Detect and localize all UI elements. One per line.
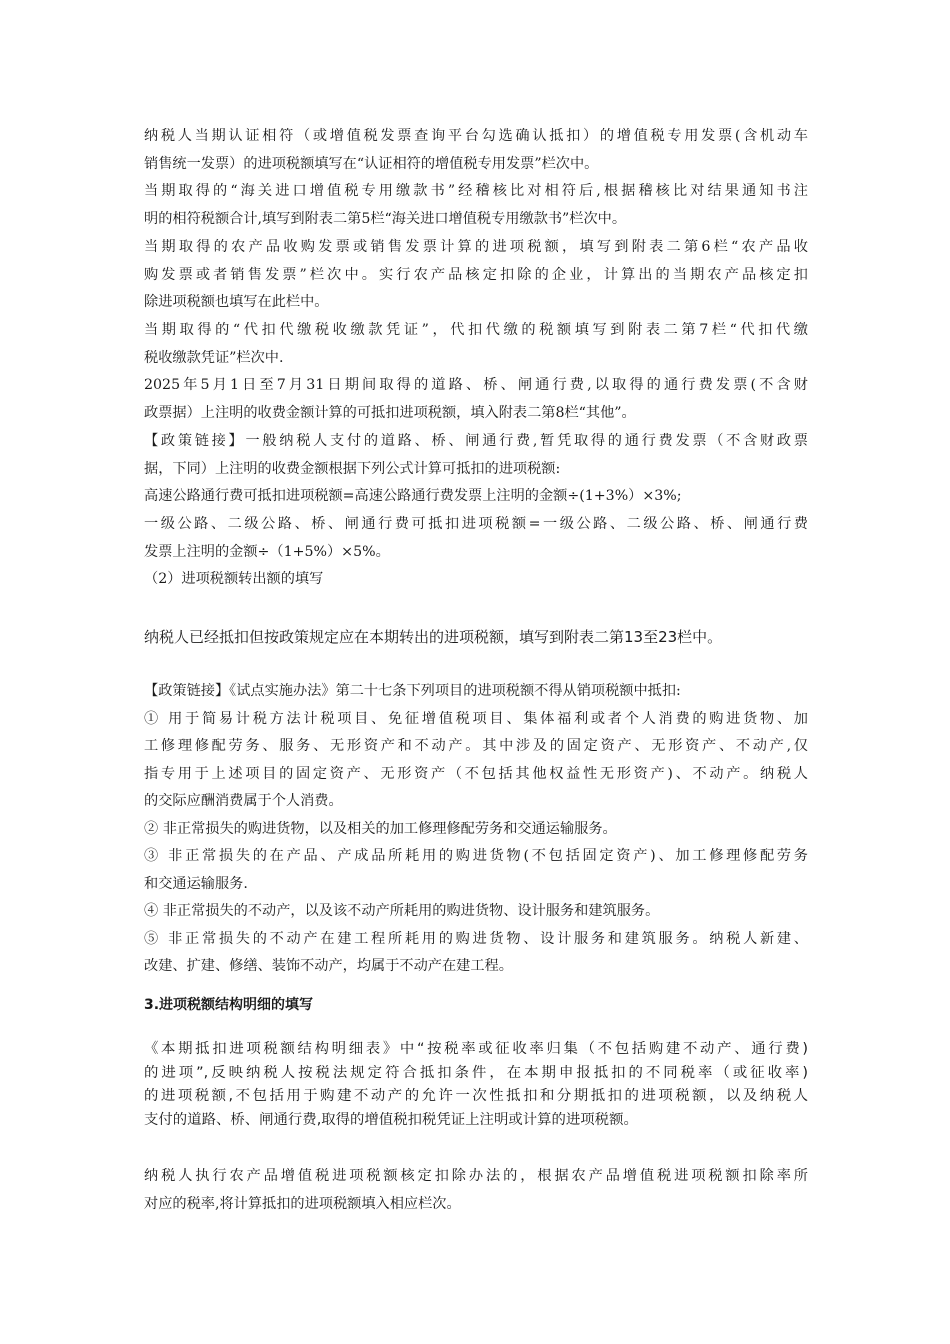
text-line: 高速公路通行费可抵扣进项税额=高速公路通行费发票上注明的金额÷(1+3%）×3%;: [144, 488, 682, 504]
text-line: ② 非正常损失的购进货物，以及相关的加工修理修配劳务和交通运输服务。: [144, 820, 617, 837]
heading-text: 3.进项税额结构明细的填写: [144, 997, 314, 1013]
paragraph-policy-link-article27: [144, 678, 808, 981]
text-line: ③ 非正常损失的在产品、产成品所耗用的购进货物(不包括固定资产)、加工修理修配劳务: [144, 848, 808, 864]
paragraph-special-invoice: [144, 123, 808, 178]
text-line: 【政策链接】一般纳税人支付的道路、桥、闸通行费,暂凭取得的通行费发票（不含财政票: [144, 433, 808, 449]
subheading-input-tax-transfer: [144, 566, 808, 594]
text-line: 明的相符税额合计,填写到附表二第5栏“海关进口增值税专用缴款书”栏次中。: [144, 210, 627, 227]
formula-expressway: [144, 483, 808, 511]
text-line: 2025年5月1日至7月31日期间取得的道路、桥、闸通行费,以取得的通行费发票(不含财: [144, 377, 808, 393]
text-line: 《本期抵扣进项税额结构明细表》中“按税率或征收率归集（不包括购建不动产、通行费): [144, 1041, 808, 1057]
text-line: 工修理修配劳务、服务、无形资产和不动产。其中涉及的固定资产、无形资产、不动产,仅: [144, 738, 808, 754]
text-line: 的进项”,反映纳税人按税法规定符合抵扣条件，在本期申报抵扣的不同税率（或征收率): [144, 1064, 808, 1081]
text-line: （2）进项税额转出额的填写: [144, 571, 324, 587]
paragraph-agricultural-invoice: [144, 234, 808, 317]
text-line: 当期取得的“海关进口增值税专用缴款书”经稽核比对相符后,根据稽核比对结果通知书注: [144, 183, 808, 199]
text-line: 对应的税率,将计算抵扣的进项税额填入相应栏次。: [144, 1195, 461, 1212]
text-line: 税收缴款凭证”栏次中.: [144, 349, 284, 366]
text-line: ① 用于简易计税方法计税项目、免征增值税项目、集体福利或者个人消费的购进货物、加: [144, 710, 808, 727]
text-line: 销售统一发票）的进项税额填写在“认证相符的增值税专用发票”栏次中。: [144, 155, 599, 172]
text-line: 当期取得的农产品收购发票或销售发票计算的进项税额，填写到附表二第6栏“农产品收: [144, 239, 808, 255]
text-line: 据，下同）上注明的收费金额根据下列公式计算可抵扣的进项税额:: [144, 460, 561, 477]
text-line: 支付的道路、桥、闸通行费,取得的增值税扣税凭证上注明或计算的进项税额。: [144, 1111, 638, 1128]
text-line: 纳税人已经抵扣但按政策规定应在本期转出的进项税额，填写到附表二第13至23栏中。: [144, 628, 723, 646]
paragraph-structure-table: [144, 1038, 808, 1132]
section-heading: [144, 993, 808, 1017]
text-line: 和交通运输服务.: [144, 875, 248, 892]
text-line: ④ 非正常损失的不动产，以及该不动产所耗用的购进货物、设计服务和建筑服务。: [144, 903, 660, 919]
text-line: ⑤ 非正常损失的不动产在建工程所耗用的购进货物、设计服务和建筑服务。纳税人新建、: [144, 930, 808, 947]
text-line: 政票据）上注明的收费金额计算的可抵扣进项税额，填入附表二第8栏“其他”。: [144, 404, 636, 421]
text-line: 【政策链接】《试点实施办法》第二十七条下列项目的进项税额不得从销项税额中抵扣:: [144, 683, 681, 699]
text-line: 购发票或者销售发票”栏次中。实行农产品核定扣除的企业，计算出的当期农产品核定扣: [144, 266, 808, 283]
formula-roads-bridges: [144, 511, 808, 566]
paragraph-policy-link-tolls: [144, 428, 808, 483]
paragraph-agricultural-deduction: [144, 1163, 808, 1218]
text-line: 的交际应酬消费属于个人消费。: [144, 793, 343, 809]
paragraph-transfer-out: [144, 624, 808, 650]
text-line: 当期取得的“代扣代缴税收缴款凭证”，代扣代缴的税额填写到附表二第7栏“代扣代缴: [144, 322, 808, 338]
text-line: 一级公路、二级公路、桥、闸通行费可抵扣进项税额=一级公路、二级公路、桥、闸通行费: [144, 516, 808, 532]
text-line: 改建、扩建、修缮、装饰不动产，均属于不动产在建工程。: [144, 958, 513, 974]
text-line: 发票上注明的金额÷（1+5%）×5%。: [144, 543, 390, 560]
paragraph-customs-payment: [144, 178, 808, 233]
text-line: 纳税人执行农产品增值税进项税额核定扣除办法的，根据农产品增值税进项税额扣除率所: [144, 1168, 808, 1184]
paragraph-toll-fees: [144, 372, 808, 427]
text-line: 纳税人当期认证相符（或增值税发票查询平台勾选确认抵扣）的增值税专用发票(含机动车: [144, 128, 808, 144]
text-line: 指专用于上述项目的固定资产、无形资产（不包括其他权益性无形资产)、不动产。纳税人: [144, 765, 808, 782]
text-line: 的进项税额,不包括用于购建不动产的允许一次性抵扣和分期抵扣的进项税额，以及纳税人: [144, 1088, 808, 1104]
paragraph-withholding-voucher: [144, 317, 808, 372]
text-line: 除进项税额也填写在此栏中。: [144, 294, 329, 310]
